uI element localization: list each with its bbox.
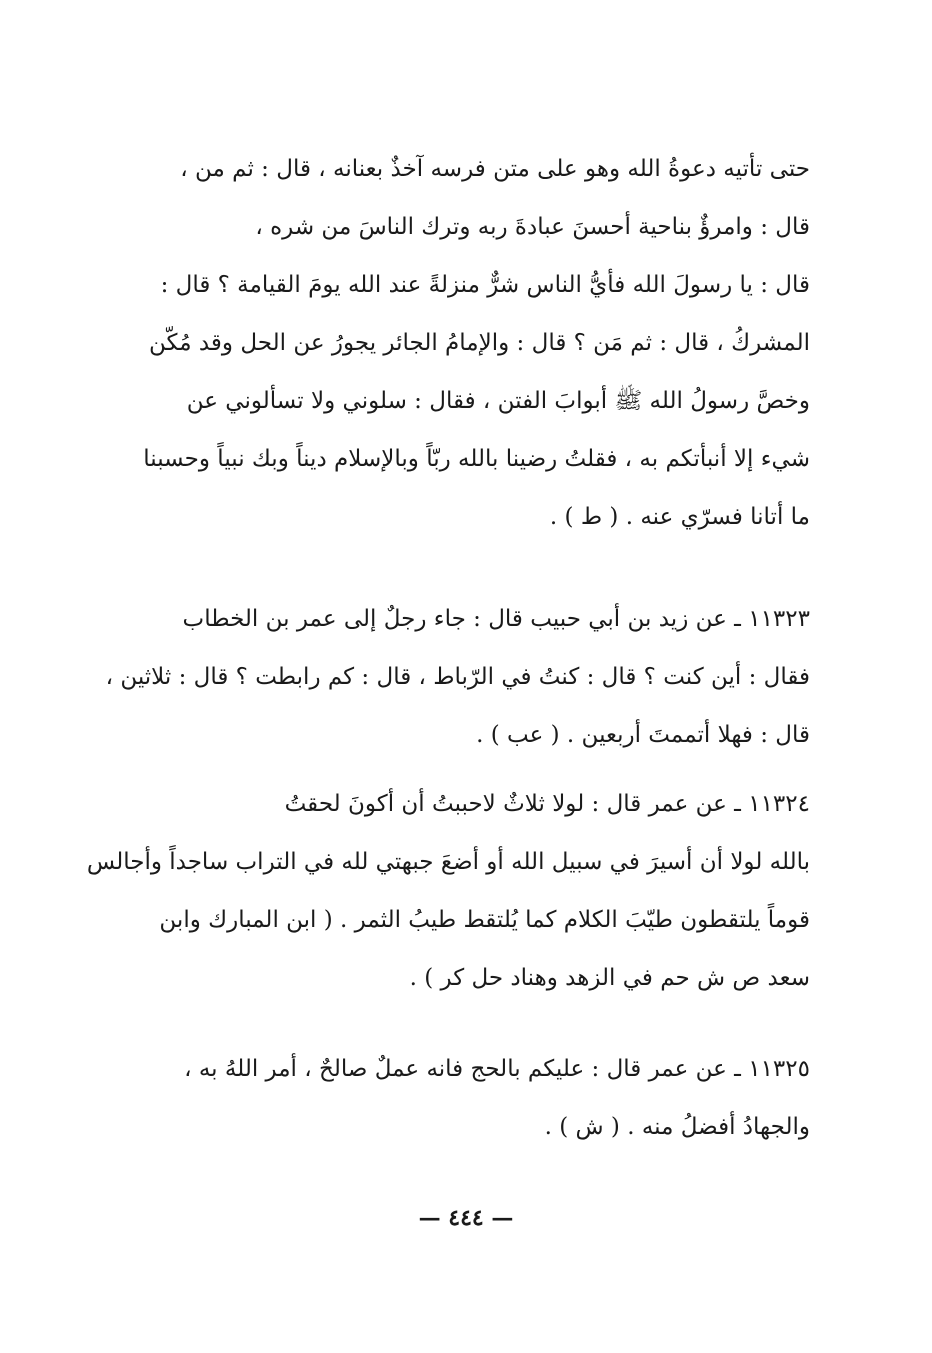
text-line: ١١٣٢٤ ـ عن عمر قال : لولا ثلاثٌ لاحببتُ أن أكونَ لحقتُ (284, 791, 810, 817)
text-line: بالله لولا أن أسيرَ في سبيل الله أو أضعَ جبهتي لله في التراب ساجداً وأجالس (86, 849, 810, 875)
text-line: سعد ص ش حم في الزهد وهناد حل كر ) . (409, 965, 810, 991)
text-line: شيء إلا أنبأتكم به ، فقلتُ رضينا بالله ربّاً وبالإسلام ديناً وبك نبياً وحسبنا (143, 446, 810, 472)
text-line: ما أتانا فسرّي عنه . ( ط ) . (549, 504, 810, 530)
text-line: قال : وامرؤٌ بناحية أحسنَ عبادةَ ربه وترك الناسَ من شره ، (255, 214, 810, 240)
text-line: ١١٣٢٥ ـ عن عمر قال : عليكم بالحج فانه عملٌ صالحٌ ، أمر اللهُ به ، (184, 1056, 810, 1082)
text-line: حتى تأتيه دعوةُ الله وهو على متن فرسه آخذٌ بعنانه ، قال : ثم من ، (180, 156, 810, 182)
paragraph-hadith-11323 (80, 590, 810, 764)
text-line: قال : فهلا أتممتَ أربعين . ( عب ) . (476, 722, 810, 748)
page-number: — ٤٤٤ — (418, 1205, 514, 1231)
text-line: قوماً يلتقطون طيّبَ الكلام كما يُلتقط طيبُ الثمر . ( ابن المبارك وابن (159, 907, 810, 933)
text-line: ١١٣٢٣ ـ عن زيد بن أبي حبيب قال : جاء رجلٌ إلى عمر بن الخطاب (182, 606, 810, 632)
paragraph-hadith-11325 (80, 1040, 810, 1156)
paragraph-hadith-11324 (80, 775, 810, 1007)
paragraph-hadith-continuation (80, 140, 810, 546)
text-line: والجهادُ أفضلُ منه . ( ش ) . (544, 1114, 810, 1140)
text-line: فقال : أين كنت ؟ قال : كنتُ في الرّباط ، قال : كم رابطت ؟ قال : ثلاثين ، (105, 664, 810, 690)
text-line: قال : يا رسولَ الله فأيُّ الناس شرٌّ منزلةً عند الله يومَ القيامة ؟ قال : (160, 272, 810, 298)
text-line: وخصَّ رسولُ الله ﷺ أبوابَ الفتن ، فقال : سلوني ولا تسألوني عن (186, 388, 810, 414)
text-line: المشركُ ، قال : ثم مَن ؟ قال : والإمامُ الجائر يجورُ عن الحل وقد مُكّن (149, 330, 810, 356)
